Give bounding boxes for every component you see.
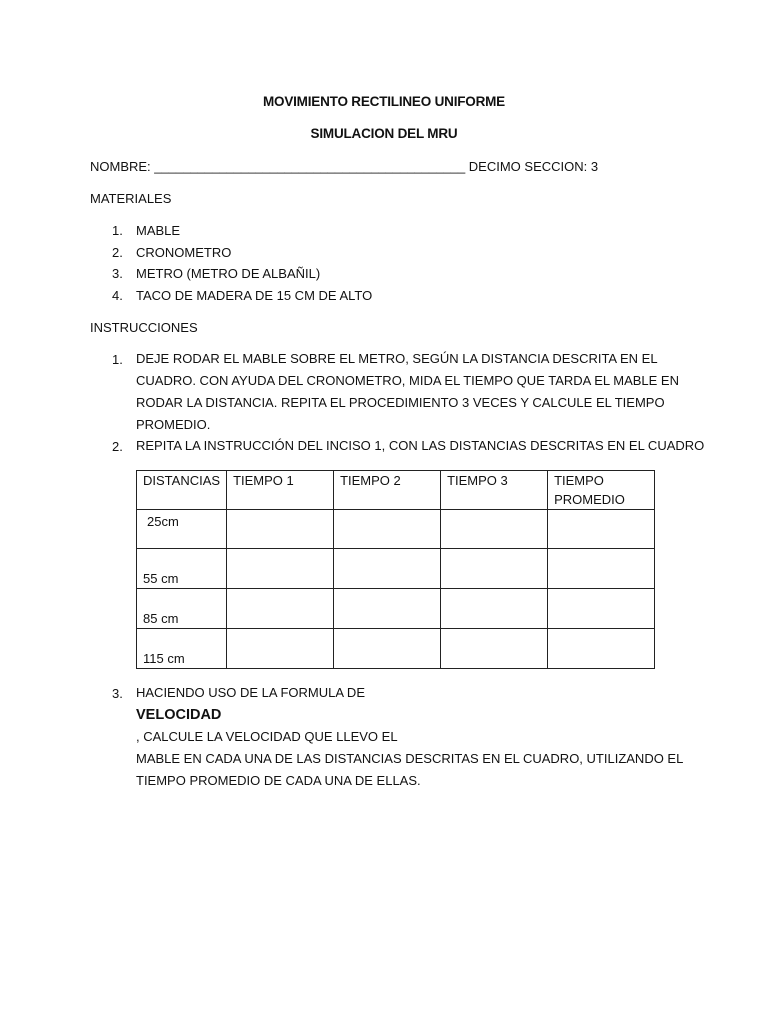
text-line: DEJE RODAR EL MABLE SOBRE EL METRO, SEGÚN LA DISTANCIA DESCRITA EN EL: [136, 351, 658, 366]
list-item-text: TACO DE MADERA DE 15 CM DE ALTO: [136, 288, 373, 303]
time-cell[interactable]: [227, 549, 334, 589]
table-row: [137, 589, 655, 629]
list-item-text: METRO (METRO DE ALBAÑIL): [136, 266, 321, 281]
distance-cell: [137, 549, 227, 589]
instruction-text: [136, 682, 684, 792]
time-cell[interactable]: [334, 549, 441, 589]
distance-label: 115 cm: [143, 651, 185, 666]
text-line: CUADRO. CON AYUDA DEL CRONOMETRO, MIDA EL TIEMPO QUE TARDA EL MABLE EN: [136, 373, 679, 388]
time-cell[interactable]: [441, 589, 548, 629]
time-cell[interactable]: [441, 549, 548, 589]
text-segment: , CALCULE LA VELOCIDAD QUE LLEVO EL: [136, 729, 398, 744]
document-subtitle: SIMULACION DEL MRU: [310, 126, 458, 141]
header-cell: [441, 471, 548, 510]
header-cell: [334, 471, 441, 510]
list-number: 1.: [112, 223, 123, 238]
instructions-heading: INSTRUCCIONES: [90, 320, 198, 335]
list-item-text: CRONOMETRO: [136, 245, 232, 260]
text-line: REPITA LA INSTRUCCIÓN DEL INCISO 1, CON LAS DISTANCIAS DESCRITAS EN EL CUADRO: [136, 438, 705, 453]
table-row: [137, 510, 655, 549]
list-number: 1.: [112, 352, 123, 367]
distance-label: 85 cm: [143, 611, 179, 626]
student-name-line: NOMBRE: ___________________________________________ DECIMO SECCION: 3: [90, 159, 599, 174]
time-cell[interactable]: [441, 510, 548, 549]
header-cell: [137, 471, 227, 510]
header-label: PROMEDIO: [554, 492, 625, 507]
list-number: 2.: [112, 439, 123, 454]
time-cell[interactable]: [441, 629, 548, 669]
list-number: 3.: [112, 266, 123, 281]
time-cell[interactable]: [334, 629, 441, 669]
list-number: 2.: [112, 245, 123, 260]
list-item-text: MABLE: [136, 223, 181, 238]
header-label: TIEMPO 3: [447, 473, 508, 488]
list-number: 3.: [112, 686, 123, 701]
header-label: TIEMPO 1: [233, 473, 294, 488]
instruction-text: [136, 435, 705, 457]
average-time-cell[interactable]: [548, 549, 655, 589]
velocity-keyword: VELOCIDAD: [136, 707, 222, 723]
distances-table: [136, 470, 655, 669]
time-cell[interactable]: [227, 629, 334, 669]
text-segment: HACIENDO USO DE LA FORMULA DE: [136, 685, 365, 700]
table-header-row: [137, 471, 655, 510]
instruction-text: [136, 348, 681, 436]
time-cell[interactable]: [334, 589, 441, 629]
average-time-cell[interactable]: [548, 629, 655, 669]
table-row: [137, 629, 655, 669]
time-cell[interactable]: [227, 510, 334, 549]
document-title: MOVIMIENTO RECTILINEO UNIFORME: [262, 94, 505, 109]
text-line: PROMEDIO.: [136, 417, 211, 432]
header-label: TIEMPO: [554, 473, 604, 488]
list-number: 4.: [112, 288, 123, 303]
distance-label: 55 cm: [143, 571, 179, 586]
header-cell: [548, 471, 655, 510]
table-row: [137, 549, 655, 589]
header-cell: [227, 471, 334, 510]
distance-cell: [137, 589, 227, 629]
time-cell[interactable]: [227, 589, 334, 629]
materials-heading: MATERIALES: [90, 191, 172, 206]
distance-cell: [137, 629, 227, 669]
text-line: TIEMPO PROMEDIO DE CADA UNA DE ELLAS.: [136, 773, 421, 788]
average-time-cell[interactable]: [548, 510, 655, 549]
distance-label: 25cm: [147, 514, 179, 529]
distance-cell: [137, 510, 227, 549]
header-label: TIEMPO 2: [340, 473, 401, 488]
average-time-cell[interactable]: [548, 589, 655, 629]
time-cell[interactable]: [334, 510, 441, 549]
header-label: DISTANCIAS: [143, 473, 221, 488]
text-line: [136, 682, 681, 748]
text-line: MABLE EN CADA UNA DE LAS DISTANCIAS DESCRITAS EN EL CUADRO, UTILIZANDO EL: [136, 751, 684, 766]
text-line: RODAR LA DISTANCIA. REPITA EL PROCEDIMIENTO 3 VECES Y CALCULE EL TIEMPO: [136, 395, 665, 410]
